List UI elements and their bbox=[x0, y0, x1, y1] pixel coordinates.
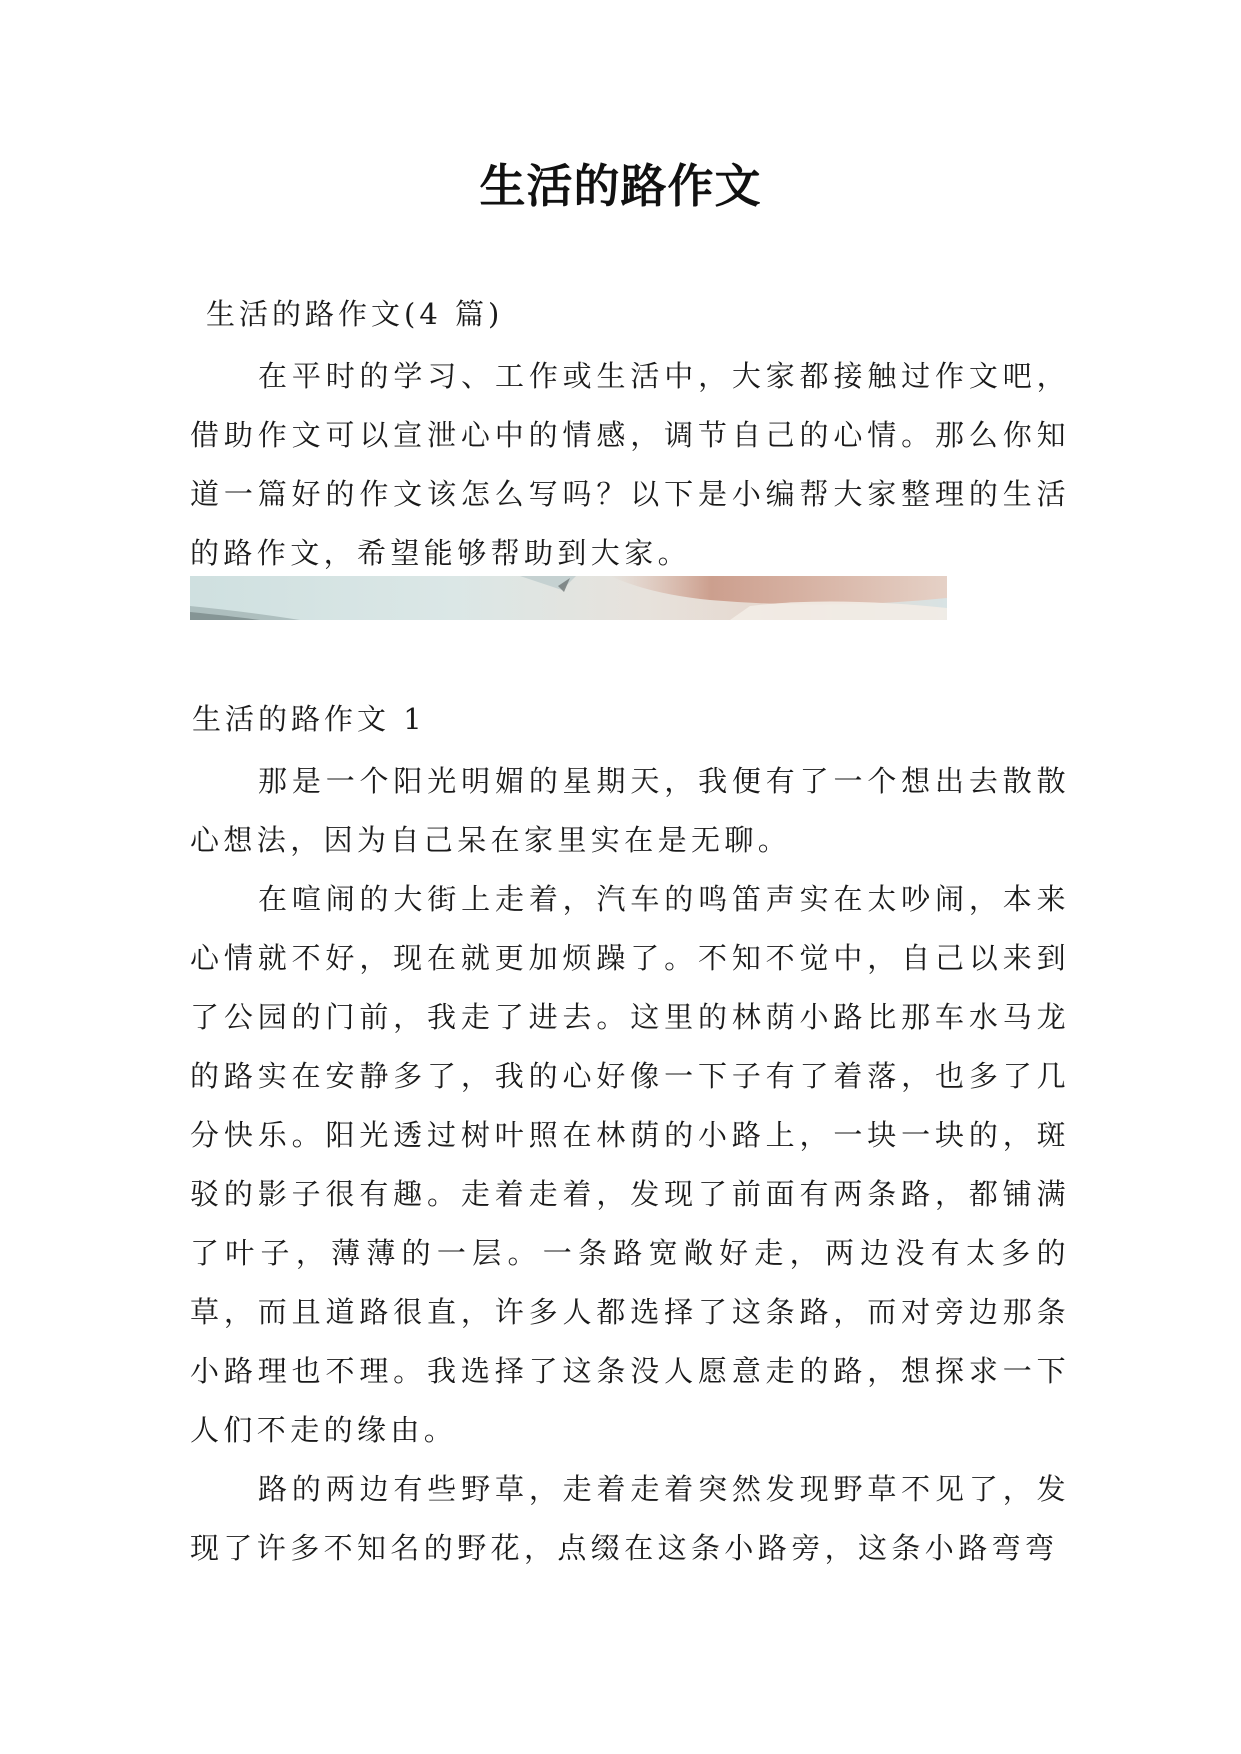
section-paragraph: 那是一个阳光明媚的星期天，我便有了一个想出去散散心想法，因为自己呆在家里实在是无聊。 bbox=[190, 764, 1070, 857]
intro-paragraph: 在平时的学习、工作或生活中，大家都接触过作文吧，借助作文可以宣泄心中的情感，调节自己的心情。那么你知道一篇好的作文该怎么写吗？以下是小编帮大家整理的生活的路作文，希望能够帮助到大家。 bbox=[190, 359, 1070, 570]
document-subtitle: 生活的路作文(4 篇) bbox=[206, 297, 504, 331]
section-paragraph: 路的两边有些野草，走着走着突然发现野草不见了，发现了许多不知名的野花，点缀在这条小路旁，这条小路弯弯 bbox=[190, 1472, 1070, 1565]
document-title: 生活的路作文 bbox=[479, 159, 762, 213]
section-paragraph: 在喧闹的大街上走着，汽车的鸣笛声实在太吵闹，本来心情就不好，现在就更加烦躁了。不知不觉中，自己以来到了公园的门前，我走了进去。这里的林荫小路比那车水马龙的路实在安静多了，我的心好像一下子有了着落，也多了几分快乐。阳光透过树叶照在林荫的小路上，一块一块的，斑驳的影子很有趣。走着走着，发现了前面有两条路，都铺满了叶子，薄薄的一层。一条路宽敞好走，两边没有太多的草，而且道路很直，许多人都选择了这条路，而对旁边那条小路理也不理。我选择了这条没人愿意走的路，想探求一下人们不走的缘由。 bbox=[190, 882, 1070, 1447]
section-heading: 生活的路作文 1 bbox=[192, 702, 426, 736]
cropped-photo bbox=[190, 576, 947, 620]
